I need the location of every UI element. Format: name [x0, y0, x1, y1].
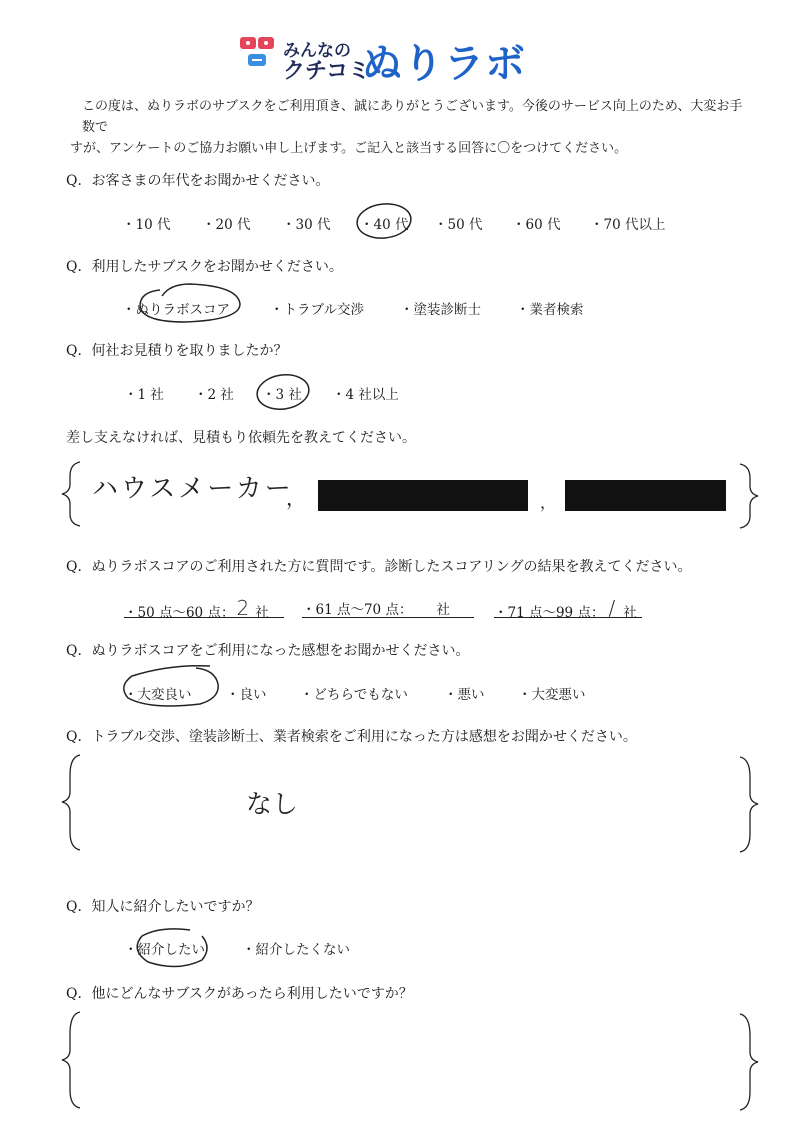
q4-handwritten-answer: ハウスメーカー — [92, 474, 294, 504]
q5-score-value: / — [608, 596, 616, 620]
intro-line-2: すが、アンケートのご協力お願い申し上げます。ご記入と該当する回答に〇をつけてください。 — [70, 141, 628, 156]
q7-question: Q．トラブル交渉、塗装診断士、業者検索をご利用になった方は感想をお聞かせください。 — [66, 729, 637, 745]
q5-score-label: ・71 点～99 点： — [494, 605, 605, 621]
q3-option-2[interactable]: ・2 社 — [194, 387, 234, 403]
q1-option-30[interactable]: ・30 代 — [282, 217, 331, 233]
q3-option-3[interactable]: ・3 社 — [262, 387, 302, 403]
q3-question: Q．何社お見積りを取りましたか？ — [66, 343, 288, 359]
logo-text-minna: みんなの — [283, 41, 351, 61]
q5-question: Q．ぬりラボスコアのご利用された方に質問です。診断したスコアリングの結果を教えてください。 — [66, 559, 692, 575]
q5-score-unit: 社 — [436, 602, 450, 618]
q5-score-label: ・50 点～60 点： — [124, 605, 235, 621]
q6-option-very-good[interactable]: ・大変良い — [124, 687, 192, 703]
q1-option-70plus[interactable]: ・70 代以上 — [590, 217, 666, 233]
q1-option-40[interactable]: ・40 代 — [360, 217, 409, 233]
right-brace — [740, 464, 758, 528]
logo-text-kuchikomi: クチコミ — [283, 59, 371, 84]
q2-question: Q．利用したサブスクをお聞かせください。 — [66, 259, 343, 275]
q8-option-no[interactable]: ・紹介したくない — [242, 942, 350, 958]
q8-option-yes[interactable]: ・紹介したい — [124, 942, 205, 958]
selection-circle — [355, 201, 412, 240]
q2-option-inspector[interactable]: ・塗装診断士 — [400, 302, 481, 318]
selection-circle — [124, 666, 218, 706]
q1-option-20[interactable]: ・20 代 — [202, 217, 251, 233]
q6-question: Q．ぬりラボスコアをご利用になった感想をお聞かせください。 — [66, 643, 470, 659]
q4-question: 差し支えなければ、見積もり依頼先を教えてください。 — [66, 430, 416, 446]
q1-option-50[interactable]: ・50 代 — [434, 217, 483, 233]
q4-separator-2: ， — [540, 493, 557, 512]
q6-option-very-bad[interactable]: ・大変悪い — [518, 687, 586, 703]
q9-question: Q．他にどんなサブスクがあったら利用したいですか？ — [66, 986, 413, 1002]
q1-question: Q．お客さまの年代をお聞かせください。 — [66, 173, 330, 189]
right-brace — [740, 757, 758, 852]
q1-option-10[interactable]: ・10 代 — [122, 217, 171, 233]
q7-handwritten-answer: なし — [246, 790, 299, 820]
q5-score-label: ・61 点～70 点： — [302, 602, 413, 618]
selection-circle — [137, 929, 207, 967]
q5-score-unit: 社 — [623, 605, 637, 621]
q8-question: Q．知人に紹介したいですか？ — [66, 899, 260, 915]
q3-option-4plus[interactable]: ・4 社以上 — [332, 387, 399, 403]
left-brace — [62, 755, 80, 850]
q5-score-value: 2 — [236, 596, 250, 620]
selection-circle — [140, 284, 240, 322]
q2-option-trouble[interactable]: ・トラブル交渉 — [270, 302, 364, 318]
intro-line-1: この度は、ぬりラボのサブスクをご利用頂き、誠にありがとうございます。今後のサービス向上のため、大変お手数で — [82, 99, 743, 135]
q6-option-good[interactable]: ・良い — [226, 687, 267, 703]
left-brace — [62, 1012, 80, 1108]
q3-option-1[interactable]: ・1 社 — [124, 387, 164, 403]
logo-brand: ぬりラボ — [362, 41, 526, 87]
right-brace — [740, 1014, 758, 1110]
q5-score-unit: 社 — [255, 605, 269, 621]
q6-option-bad[interactable]: ・悪い — [444, 687, 485, 703]
q2-option-nurilabo-score[interactable]: ・ぬりラボスコア — [122, 302, 230, 318]
left-brace — [62, 462, 80, 526]
q6-option-neutral[interactable]: ・どちらでもない — [300, 687, 408, 703]
q4-separator-1: ， — [286, 486, 306, 510]
selection-circle — [255, 372, 311, 413]
q2-option-search[interactable]: ・業者検索 — [516, 302, 584, 318]
q1-option-60[interactable]: ・60 代 — [512, 217, 561, 233]
